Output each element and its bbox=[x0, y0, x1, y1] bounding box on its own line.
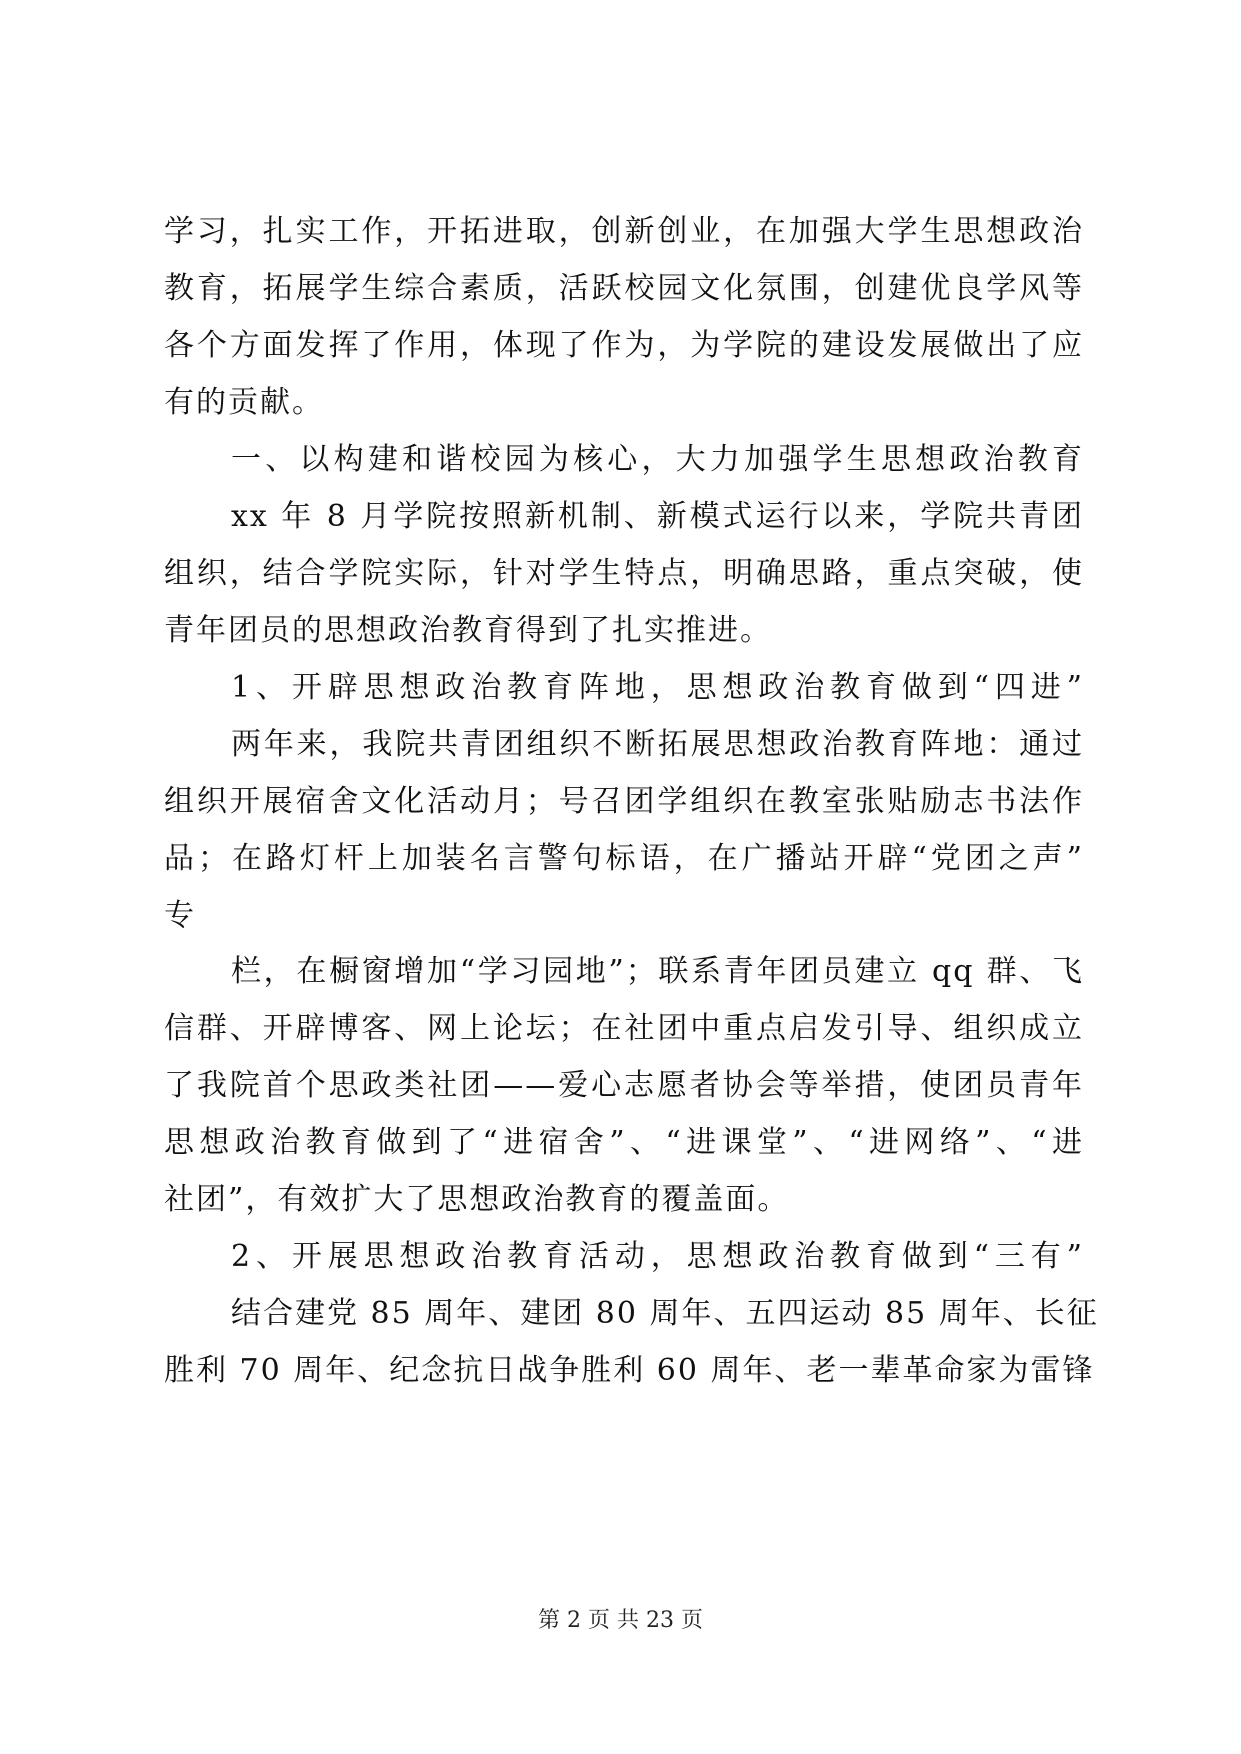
text-line-16: 了我院首个思政类社团——爱心志愿者协会等举措，使团员青年 bbox=[164, 1068, 1084, 1103]
text-line-6: xx 年 8 月学院按照新机制、新模式运行以来，学院共青团 bbox=[231, 499, 1084, 534]
text-line-4: 有的贡献。 bbox=[164, 385, 324, 420]
subsection-heading-1: 1、开辟思想政治教育阵地，思想政治教育做到“四进” bbox=[231, 670, 1084, 705]
text-line-20: 结合建党 85 周年、建团 80 周年、五四运动 85 周年、长征 bbox=[231, 1296, 1099, 1331]
text-line-2: 教育，拓展学生综合素质，活跃校园文化氛围，创建优良学风等 bbox=[164, 271, 1084, 306]
text-line-7: 组织，结合学院实际，针对学生特点，明确思路，重点突破，使 bbox=[164, 556, 1084, 591]
text-line-8: 青年团员的思想政治教育得到了扎实推进。 bbox=[164, 613, 772, 648]
section-heading-1: 一、以构建和谐校园为核心，大力加强学生思想政治教育 bbox=[231, 442, 1084, 477]
text-line-15: 信群、开辟博客、网上论坛；在社团中重点启发引导、组织成立 bbox=[164, 1011, 1084, 1046]
page-footer: 第 2 页 共 23 页 bbox=[538, 1608, 703, 1633]
text-line-17: 思想政治教育做到了“进宿舍”、“进课堂”、“进网络”、“进 bbox=[164, 1125, 1084, 1160]
text-line-1: 学习，扎实工作，开拓进取，创新创业，在加强大学生思想政治 bbox=[164, 214, 1084, 249]
text-line-13: 专 bbox=[164, 898, 196, 933]
text-line-12: 品；在路灯杆上加装名言警句标语，在广播站开辟“党团之声” bbox=[164, 841, 1084, 876]
subsection-heading-2: 2、开展思想政治教育活动，思想政治教育做到“三有” bbox=[231, 1239, 1084, 1274]
text-line-11: 组织开展宿舍文化活动月；号召团学组织在教室张贴励志书法作 bbox=[164, 784, 1084, 819]
text-line-10: 两年来，我院共青团组织不断拓展思想政治教育阵地：通过 bbox=[231, 727, 1084, 762]
text-line-14: 栏，在橱窗增加“学习园地”；联系青年团员建立 qq 群、飞 bbox=[231, 954, 1084, 989]
text-line-18: 社团”，有效扩大了思想政治教育的覆盖面。 bbox=[164, 1182, 790, 1217]
text-line-3: 各个方面发挥了作用，体现了作为，为学院的建设发展做出了应 bbox=[164, 328, 1084, 363]
text-line-21: 胜利 70 周年、纪念抗日战争胜利 60 周年、老一辈革命家为雷锋 bbox=[164, 1353, 1095, 1388]
